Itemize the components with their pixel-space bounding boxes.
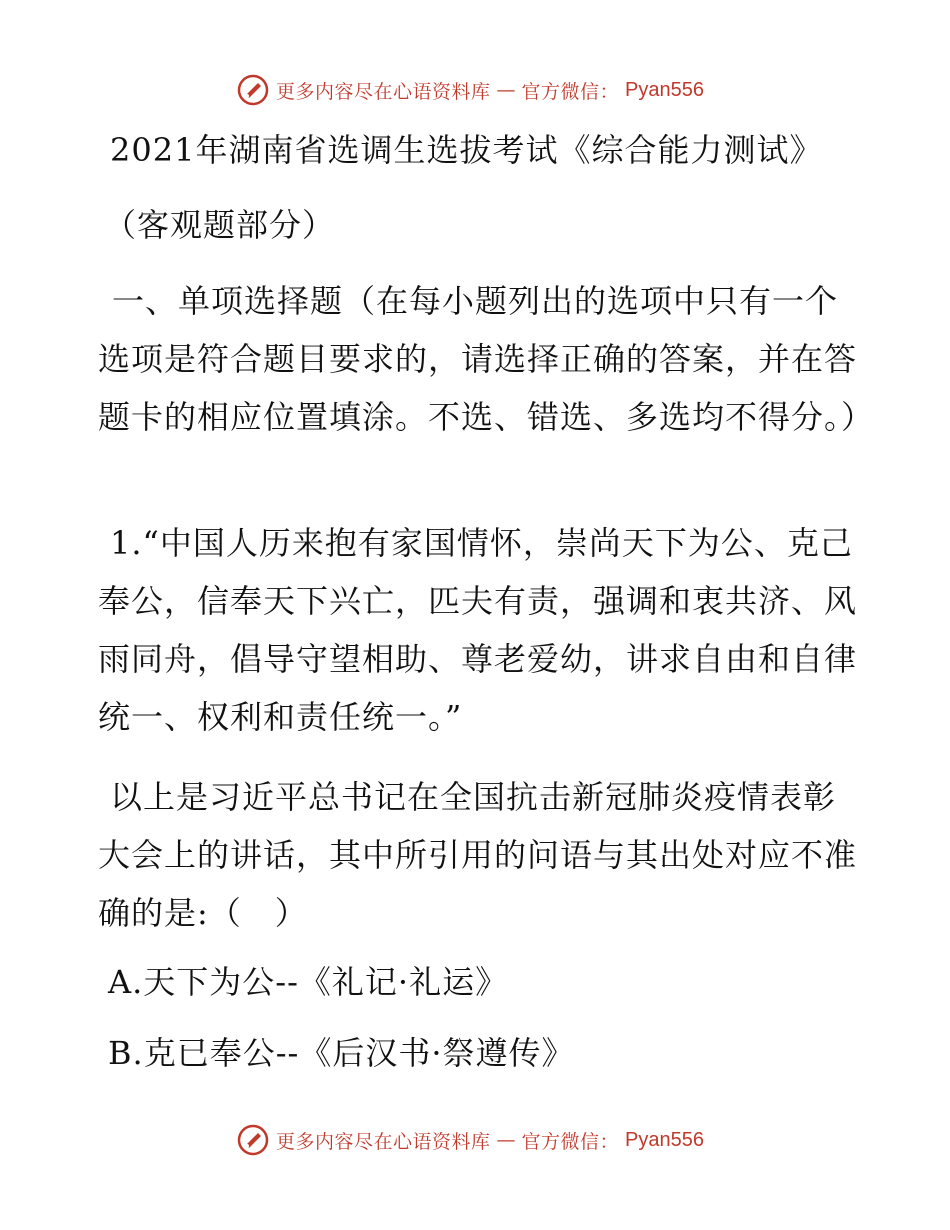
watermark-header bbox=[236, 72, 704, 108]
question-1-quote: 1.“中国人历来抱有家国情怀，崇尚天下为公、克己奉公，信奉天下兴亡，匹夫有责，强调和衷共济、风雨同舟，倡导守望相助、尊老爱幼，讲求自由和自律统一、权利和责任统一。” bbox=[98, 524, 858, 736]
watermark-contact: 官方微信： bbox=[521, 1130, 620, 1153]
watermark-contact: 官方微信： bbox=[521, 80, 620, 103]
document-title: 2021年湖南省选调生选拔考试《综合能力测试》 bbox=[110, 131, 823, 169]
section-heading: 一、单项选择题（在每小题列出的选项中只有一个选项是符合题目要求的，请选择正确的答案，并在答题卡的相应位置填涂。不选、错选、多选均不得分。） bbox=[98, 282, 875, 436]
option-b: B.克已奉公--《后汉书·祭遵传》 bbox=[108, 1034, 575, 1072]
watermark-text: 更多内容尽在心语资料库 bbox=[276, 80, 491, 103]
watermark-footer bbox=[236, 1122, 704, 1158]
watermark-separator: — bbox=[496, 1129, 516, 1151]
question-1-stem: 以上是习近平总书记在全国抗击新冠肺炎疫情表彰大会上的讲话，其中所引用的问语与其出处对应不准确的是:（ ） bbox=[98, 778, 858, 932]
watermark-text: 更多内容尽在心语资料库 bbox=[276, 1130, 491, 1153]
logo-icon bbox=[236, 1123, 270, 1157]
option-a: A.天下为公--《礼记·礼运》 bbox=[108, 963, 509, 1001]
document-subtitle: （客观题部分） bbox=[104, 206, 336, 244]
watermark-id: Pyan556 bbox=[625, 1128, 704, 1151]
logo-icon bbox=[236, 73, 270, 107]
watermark-id: Pyan556 bbox=[625, 78, 704, 101]
watermark-separator: — bbox=[496, 79, 516, 101]
